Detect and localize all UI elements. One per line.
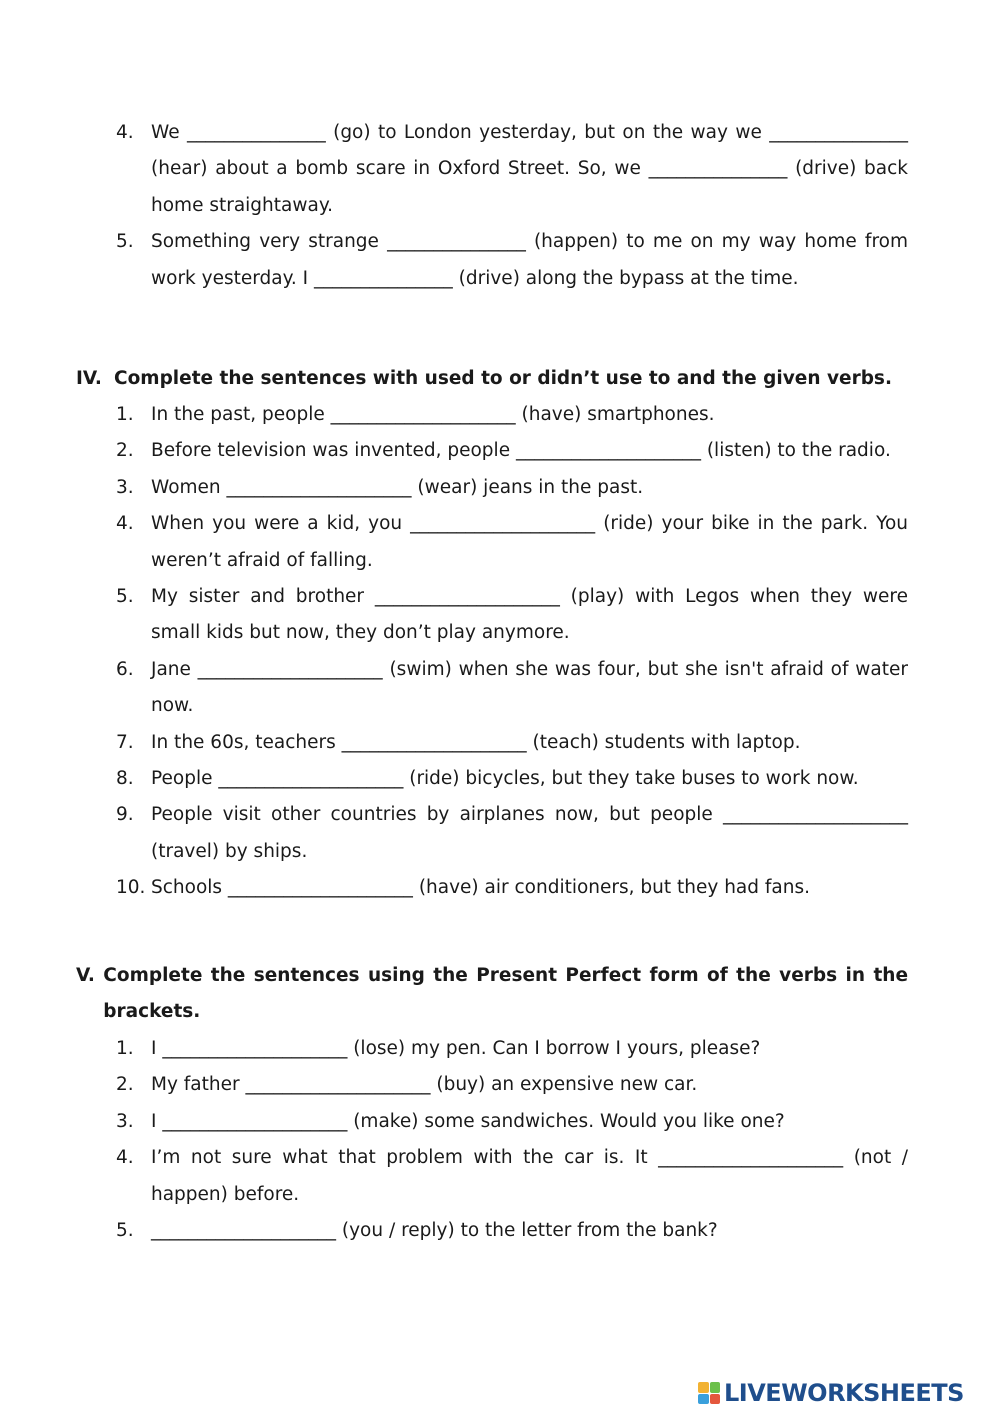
item-number: 9. [116,804,134,826]
item-number: 1. [116,404,134,425]
item-text: Jane ____________________ (swim) when she was four, but she isn't afraid of water now. [151,658,908,717]
list-item [116,224,908,297]
list-item [116,579,908,652]
liveworksheets-logo[interactable] [698,1378,964,1408]
item-text: When you were a kid, you ____________________ (ride) your bike in the park. You weren’t afraid of falling. [151,513,908,571]
item-text: Schools ____________________ (have) air conditioners, but they had fans. [151,877,810,899]
item-number: 1. [116,1038,134,1059]
list-item [116,870,908,906]
list-item [116,397,908,433]
section5-number: V. [76,965,95,986]
section4-title: Complete the sentences with used to or didn’t use to and the given verbs. [114,368,892,389]
item-text: In the 60s, teachers ____________________ (teach) students with laptop. [151,731,801,753]
item-number: 2. [116,1074,134,1096]
item-text: In the past, people ____________________ (have) smartphones. [151,404,715,425]
item-number: 5. [116,231,134,253]
section4-heading [76,361,908,397]
item-number: 4. [116,1147,134,1169]
section4-number: IV. [76,368,102,389]
list-item [116,1067,908,1103]
list-item [116,761,908,797]
liveworksheets-logo-text: LIVEWORKSHEETS [724,1379,964,1407]
item-text: I ____________________ (make) some sandwiches. Would you like one? [151,1110,785,1132]
list-item [116,725,908,761]
item-text: People visit other countries by airplanes now, but people ____________________ (travel) by ships. [151,804,908,862]
section5-title: Complete the sentences using the Present Perfect form of the verbs in the brackets. [103,965,908,1023]
item-text: ____________________ (you / reply) to the letter from the bank? [151,1220,718,1242]
item-text: People ____________________ (ride) bicycles, but they take buses to work now. [151,768,859,790]
item-number: 2. [116,440,134,462]
section4-list [116,397,908,907]
item-text: Women ____________________ (wear) jeans in the past. [151,476,644,498]
item-text: My father ____________________ (buy) an expensive new car. [151,1074,698,1096]
logo-mark-square [698,1394,709,1405]
list-item [116,1104,908,1140]
item-number: 3. [116,1110,134,1132]
logo-mark-square [710,1394,721,1405]
list-item [116,797,908,870]
item-number: 5. [116,1220,134,1242]
item-number: 5. [116,586,134,608]
item-number: 3. [116,476,134,498]
logo-mark-square [698,1382,709,1393]
item-text: Before television was invented, people ____________________ (listen) to the radio. [151,440,891,462]
item-text: We _______________ (go) to London yesterday, but on the way we _______________ (hear) about a bomb scare in Oxford Street. So, we _______________ (drive) back home straightaway. [151,122,908,216]
liveworksheets-logo-icon [698,1382,720,1404]
list-item [116,1213,908,1249]
item-number: 4. [116,513,134,535]
item-number: 4. [116,122,134,143]
item-text: I ____________________ (lose) my pen. Can I borrow I yours, please? [151,1038,761,1059]
section5-heading [76,958,908,1031]
section5-list [116,1031,908,1249]
list-item [116,1140,908,1213]
item-number: 6. [116,658,134,680]
list-item [116,115,908,224]
item-text: Something very strange _______________ (happen) to me on my way home from work yesterday. I _______________ (drive) along the bypass at the time. [151,231,908,289]
item-number: 7. [116,731,134,753]
item-text: I’m not sure what that problem with the car is. It ____________________ (not / happen) before. [151,1147,908,1205]
list-item [116,1031,908,1067]
logo-mark-square [710,1382,721,1393]
item-text: My sister and brother ____________________ (play) with Legos when they were small kids but now, they don’t play anymore. [151,586,908,644]
item-number: 8. [116,768,134,790]
list-item [116,470,908,506]
list-item [116,433,908,469]
section3-list [116,115,908,297]
item-number: 10. [116,877,146,899]
list-item [116,652,908,725]
list-item [116,506,908,579]
